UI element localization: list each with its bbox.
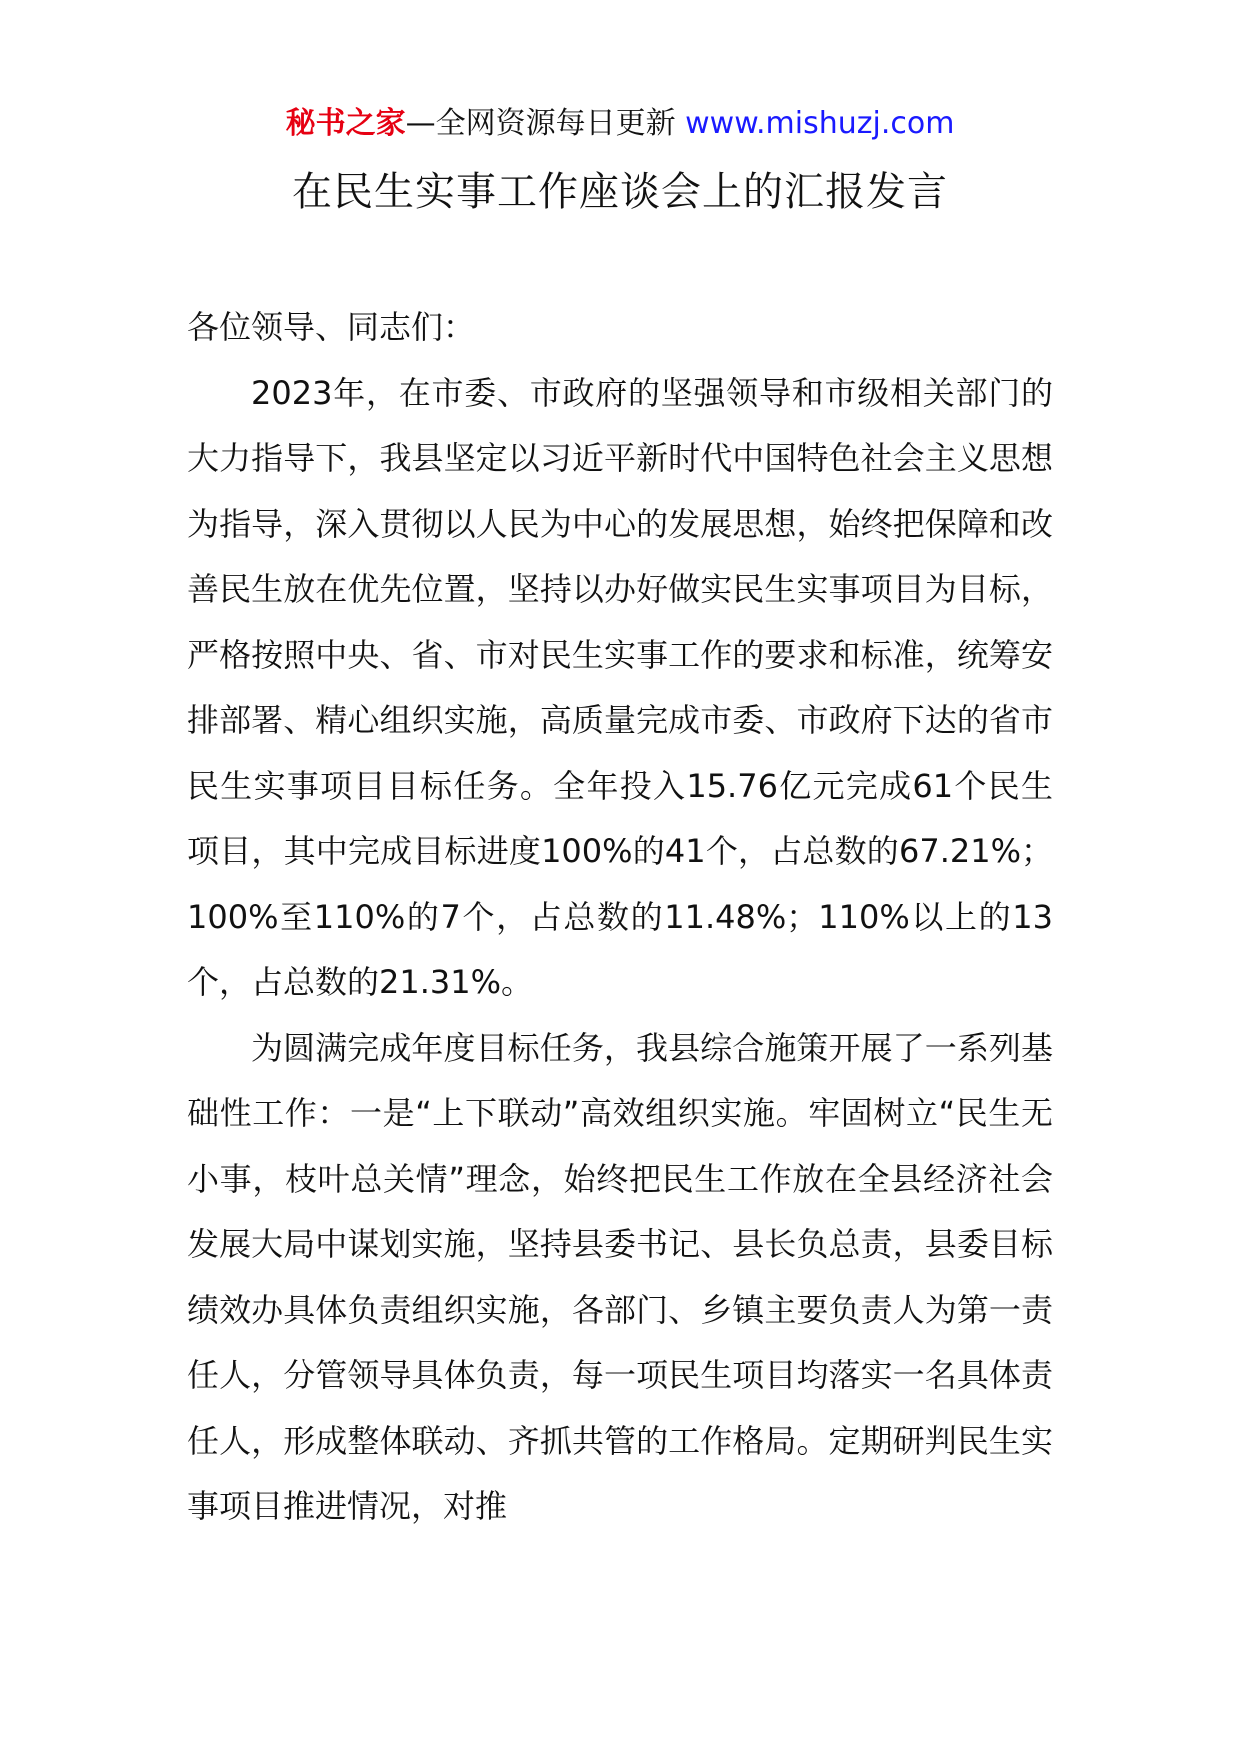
site-header [0,104,1240,144]
document-title: 在民生实事工作座谈会上的汇报发言 [292,169,948,215]
paragraph-2: 为圆满完成年度目标任务，我县综合施策开展了一系列基础性工作：一是“上下联动”高效组织实施。牢固树立“民生无小事，枝叶总关情”理念，始终把民生工作放在全县经济社会发展大局中谋划实施，坚持县委书记、县长负总责，县委目标绩效办具体负责组织实施，各部门、乡镇主要负责人为第一责任人，分管领导具体负责，每一项民生项目均落实一名具体责任人，形成整体联动、齐抓共管的工作格局。定期研判民生实事项目推进情况，对推 [187,1028,1053,1525]
site-tagline: —全网资源每日更新 [405,106,686,141]
document-body [187,295,1053,1540]
salutation: 各位领导、同志们： [187,308,476,346]
paragraph-1: 2023年，在市委、市政府的坚强领导和市级相关部门的大力指导下，我县坚定以习近平新时代中国特色社会主义思想为指导，深入贯彻以人民为中心的发展思想，始终把保障和改善民生放在优先位置，坚持以办好做实民生实事项目为目标，严格按照中央、省、市对民生实事工作的要求和标准，统筹安排部署、精心组织实施，高质量完成市委、市政府下达的省市民生实事项目目标任务。全年投入15.76亿元完成61个民生项目，其中完成目标进度100%的41个，占总数的67.21%；100%至110%的7个，占总数的11.48%；110%以上的13个，占总数的21.31%。 [187,373,1053,1001]
brand-name: 秘书之家 [285,106,406,141]
site-url-link[interactable]: www.mishuzj.com [685,106,955,141]
